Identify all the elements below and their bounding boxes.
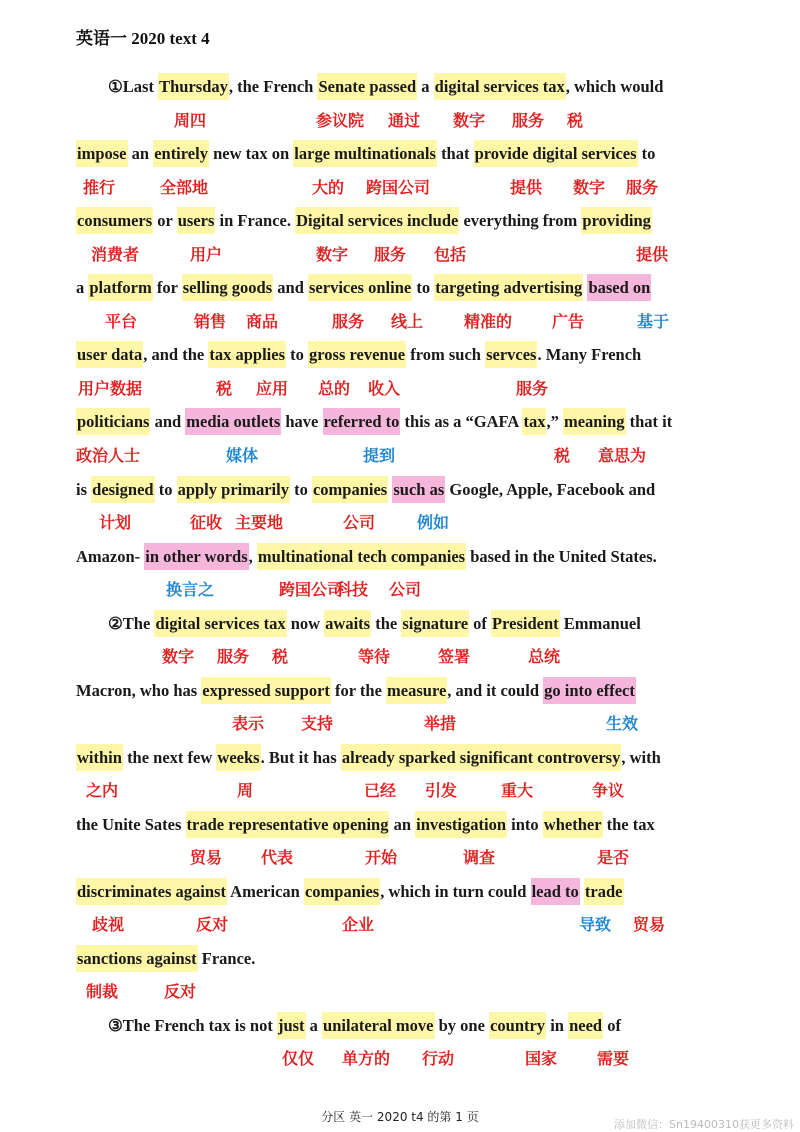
gloss-word: 全部地 bbox=[160, 178, 209, 197]
gloss-word: 表示 bbox=[232, 714, 265, 733]
gloss-word: 提到 bbox=[363, 446, 396, 465]
text-run: ,” bbox=[546, 412, 563, 431]
text-run: now bbox=[286, 614, 325, 633]
highlighted-phrase: trade representative opening bbox=[186, 811, 390, 838]
text-line bbox=[76, 277, 714, 299]
text-run: , the French bbox=[228, 77, 318, 96]
highlighted-phrase: platform bbox=[88, 274, 152, 301]
text-run: from such bbox=[406, 345, 486, 364]
text-run: new tax on bbox=[208, 144, 294, 163]
text-line bbox=[76, 546, 714, 568]
text-run: based in the United States. bbox=[466, 547, 657, 566]
gloss-word: 仅仅 bbox=[282, 1049, 315, 1068]
text-run: the Unite Sates bbox=[76, 815, 186, 834]
gloss-word: 等待 bbox=[358, 647, 391, 666]
highlighted-phrase: tax applies bbox=[208, 341, 286, 368]
text-line bbox=[76, 814, 714, 836]
gloss-word: 支持 bbox=[301, 714, 334, 733]
text-line bbox=[76, 881, 714, 903]
text-run: Google, Apple, Facebook and bbox=[445, 480, 656, 499]
gloss-word: 举措 bbox=[424, 714, 457, 733]
gloss-word: 服务 bbox=[516, 379, 549, 398]
key-phrase: based on bbox=[587, 274, 651, 301]
text-run: to bbox=[637, 144, 656, 163]
gloss-word: 媒体 bbox=[226, 446, 259, 465]
text-run: , and it could bbox=[447, 681, 544, 700]
gloss-word: 推行 bbox=[83, 178, 116, 197]
gloss-word: 参议院 bbox=[316, 111, 365, 130]
text-run: Emmanuel bbox=[559, 614, 641, 633]
gloss-word: 争议 bbox=[592, 781, 625, 800]
text-run: have bbox=[281, 412, 323, 431]
gloss-word: 数字 bbox=[316, 245, 349, 264]
highlighted-phrase: whether bbox=[543, 811, 603, 838]
gloss-word: 代表 bbox=[261, 848, 294, 867]
text-run: of bbox=[603, 1016, 621, 1035]
gloss-word: 平台 bbox=[105, 312, 138, 331]
text-run: ③The French tax is not bbox=[108, 1016, 277, 1035]
gloss-word: 销售 bbox=[194, 312, 227, 331]
text-run: that it bbox=[625, 412, 673, 431]
text-run: France. bbox=[197, 949, 256, 968]
highlighted-phrase: signature bbox=[401, 610, 469, 637]
highlighted-phrase: need bbox=[568, 1012, 603, 1039]
gloss-word: 公司 bbox=[389, 580, 422, 599]
gloss-word: 通过 bbox=[388, 111, 421, 130]
highlighted-phrase: sanctions against bbox=[76, 945, 198, 972]
highlighted-phrase: companies bbox=[304, 878, 380, 905]
gloss-word: 基于 bbox=[637, 312, 670, 331]
text-run: for bbox=[152, 278, 182, 297]
text-run: ①Last bbox=[108, 77, 159, 96]
text-run: for the bbox=[330, 681, 387, 700]
highlighted-phrase: politicians bbox=[76, 408, 150, 435]
gloss-word: 贸易 bbox=[190, 848, 223, 867]
gloss-word: 数字 bbox=[162, 647, 195, 666]
highlighted-phrase: consumers bbox=[76, 207, 153, 234]
highlighted-phrase: President bbox=[491, 610, 560, 637]
gloss-word: 国家 bbox=[525, 1049, 558, 1068]
text-run: and bbox=[273, 278, 308, 297]
highlighted-phrase: apply primarily bbox=[177, 476, 290, 503]
gloss-word: 反对 bbox=[164, 982, 197, 1001]
gloss-word: 意思为 bbox=[598, 446, 647, 465]
text-run: the bbox=[371, 614, 402, 633]
gloss-word: 科技 bbox=[336, 580, 369, 599]
text-run: American bbox=[226, 882, 304, 901]
gloss-word: 周四 bbox=[174, 111, 207, 130]
gloss-word: 反对 bbox=[196, 915, 229, 934]
text-run: Macron, who has bbox=[76, 681, 202, 700]
highlighted-phrase: investigation bbox=[415, 811, 507, 838]
gloss-word: 签署 bbox=[438, 647, 471, 666]
text-run: into bbox=[507, 815, 543, 834]
highlighted-phrase: Senate passed bbox=[317, 73, 417, 100]
highlighted-phrase: measure bbox=[386, 677, 447, 704]
highlighted-phrase: weeks bbox=[216, 744, 260, 771]
highlighted-phrase: tax bbox=[522, 408, 546, 435]
text-run: a bbox=[305, 1016, 323, 1035]
text-run: in bbox=[546, 1016, 569, 1035]
highlighted-phrase: companies bbox=[312, 476, 388, 503]
gloss-word: 服务 bbox=[374, 245, 407, 264]
gloss-word: 线上 bbox=[391, 312, 424, 331]
text-run: . But it has bbox=[260, 748, 341, 767]
highlighted-phrase: digital services tax bbox=[154, 610, 286, 637]
highlighted-phrase: servces bbox=[485, 341, 537, 368]
page-title: 英语一 2020 text 4 bbox=[76, 29, 210, 48]
gloss-word: 服务 bbox=[217, 647, 250, 666]
highlighted-phrase: expressed support bbox=[201, 677, 331, 704]
gloss-word: 企业 bbox=[342, 915, 375, 934]
gloss-word: 税 bbox=[272, 647, 289, 666]
highlighted-phrase: services online bbox=[308, 274, 412, 301]
highlighted-phrase: trade bbox=[584, 878, 624, 905]
gloss-word: 服务 bbox=[626, 178, 659, 197]
highlighted-phrase: multinational tech companies bbox=[257, 543, 466, 570]
highlighted-phrase: targeting advertising bbox=[434, 274, 583, 301]
text-run: , bbox=[248, 547, 257, 566]
highlighted-phrase: gross revenue bbox=[308, 341, 406, 368]
text-line bbox=[76, 747, 714, 769]
gloss-word: 大的 bbox=[312, 178, 345, 197]
gloss-word: 收入 bbox=[368, 379, 401, 398]
gloss-word: 数字 bbox=[453, 111, 486, 130]
text-line bbox=[76, 210, 714, 232]
gloss-word: 计划 bbox=[99, 513, 132, 532]
gloss-word: 总统 bbox=[528, 647, 561, 666]
highlighted-phrase: Thursday bbox=[158, 73, 229, 100]
key-phrase: such as bbox=[392, 476, 445, 503]
gloss-word: 税 bbox=[554, 446, 571, 465]
highlighted-phrase: user data bbox=[76, 341, 143, 368]
text-line bbox=[76, 411, 714, 433]
highlighted-phrase: country bbox=[489, 1012, 546, 1039]
text-run: to bbox=[412, 278, 435, 297]
text-run: by one bbox=[434, 1016, 490, 1035]
gloss-word: 服务 bbox=[512, 111, 545, 130]
gloss-word: 提供 bbox=[510, 178, 543, 197]
gloss-word: 周 bbox=[237, 781, 254, 800]
gloss-word: 调查 bbox=[463, 848, 496, 867]
page-footer: 分区 英一 2020 t4 的第 1 页 bbox=[321, 1110, 479, 1124]
text-run: the next few bbox=[122, 748, 217, 767]
gloss-word: 单方的 bbox=[342, 1049, 391, 1068]
text-run: the tax bbox=[602, 815, 655, 834]
text-run: , with bbox=[621, 748, 661, 767]
gloss-word: 包括 bbox=[434, 245, 467, 264]
gloss-word: 引发 bbox=[425, 781, 458, 800]
gloss-word: 税 bbox=[567, 111, 584, 130]
text-run: Amazon- bbox=[76, 547, 145, 566]
text-run: an bbox=[127, 144, 154, 163]
gloss-word: 数字 bbox=[573, 178, 606, 197]
text-run: ②The bbox=[108, 614, 155, 633]
text-run: . Many French bbox=[537, 345, 642, 364]
gloss-word: 精准的 bbox=[464, 312, 513, 331]
text-run: that bbox=[436, 144, 474, 163]
text-line bbox=[76, 143, 714, 165]
gloss-word: 政治人士 bbox=[76, 446, 141, 465]
gloss-word: 征收 bbox=[190, 513, 223, 532]
text-run: a bbox=[76, 278, 89, 297]
text-run: to bbox=[289, 480, 312, 499]
text-line bbox=[76, 479, 714, 501]
gloss-word: 用户 bbox=[190, 245, 223, 264]
highlighted-phrase: digital services tax bbox=[434, 73, 566, 100]
highlighted-phrase: just bbox=[277, 1012, 306, 1039]
gloss-word: 跨国公司 bbox=[279, 580, 344, 599]
text-run: is bbox=[76, 480, 92, 499]
text-run: everything from bbox=[459, 211, 582, 230]
highlighted-phrase: designed bbox=[91, 476, 154, 503]
gloss-word: 开始 bbox=[365, 848, 398, 867]
highlighted-phrase: awaits bbox=[324, 610, 371, 637]
gloss-word: 是否 bbox=[597, 848, 630, 867]
highlighted-phrase: already sparked significant controversy bbox=[341, 744, 622, 771]
highlighted-phrase: users bbox=[177, 207, 216, 234]
gloss-word: 服务 bbox=[332, 312, 365, 331]
text-line bbox=[76, 344, 714, 366]
text-line bbox=[108, 76, 714, 98]
highlighted-phrase: meaning bbox=[563, 408, 626, 435]
gloss-word: 贸易 bbox=[633, 915, 666, 934]
gloss-word: 生效 bbox=[606, 714, 639, 733]
text-run: , which would bbox=[565, 77, 664, 96]
text-run: this as a “GAFA bbox=[400, 412, 523, 431]
gloss-word: 提供 bbox=[636, 245, 669, 264]
gloss-word: 换言之 bbox=[166, 580, 215, 599]
highlighted-phrase: entirely bbox=[153, 140, 209, 167]
highlighted-phrase: discriminates against bbox=[76, 878, 227, 905]
text-run: in France. bbox=[215, 211, 296, 230]
text-run: of bbox=[469, 614, 492, 633]
gloss-word: 商品 bbox=[246, 312, 279, 331]
gloss-word: 总的 bbox=[318, 379, 351, 398]
key-phrase: in other words bbox=[144, 543, 248, 570]
gloss-word: 导致 bbox=[579, 915, 612, 934]
text-run: to bbox=[286, 345, 308, 364]
highlighted-phrase: providing bbox=[581, 207, 651, 234]
text-run: , which in turn could bbox=[380, 882, 531, 901]
gloss-word: 之内 bbox=[86, 781, 119, 800]
text-run: and bbox=[150, 412, 186, 431]
text-run: an bbox=[389, 815, 416, 834]
gloss-word: 重大 bbox=[501, 781, 534, 800]
gloss-word: 跨国公司 bbox=[366, 178, 431, 197]
text-line bbox=[108, 613, 714, 635]
key-phrase: lead to bbox=[531, 878, 580, 905]
text-run: a bbox=[417, 77, 434, 96]
gloss-word: 主要地 bbox=[235, 513, 284, 532]
gloss-word: 税 bbox=[216, 379, 233, 398]
text-line bbox=[76, 680, 714, 702]
text-run: or bbox=[153, 211, 177, 230]
gloss-word: 行动 bbox=[422, 1049, 455, 1068]
gloss-word: 用户数据 bbox=[78, 379, 143, 398]
highlighted-phrase: Digital services include bbox=[295, 207, 459, 234]
gloss-word: 应用 bbox=[256, 379, 289, 398]
gloss-word: 广告 bbox=[552, 312, 585, 331]
key-phrase: referred to bbox=[323, 408, 401, 435]
gloss-word: 歧视 bbox=[92, 915, 125, 934]
highlighted-phrase: large multinationals bbox=[293, 140, 437, 167]
highlighted-phrase: selling goods bbox=[182, 274, 273, 301]
text-line bbox=[76, 948, 714, 970]
key-phrase: media outlets bbox=[185, 408, 281, 435]
gloss-word: 制裁 bbox=[86, 982, 119, 1001]
gloss-word: 消费者 bbox=[91, 245, 140, 264]
gloss-word: 已经 bbox=[364, 781, 397, 800]
watermark-text: 添加微信：Sn19400310获更多资料 bbox=[614, 1118, 794, 1131]
key-phrase: go into effect bbox=[543, 677, 636, 704]
gloss-word: 公司 bbox=[343, 513, 376, 532]
gloss-word: 例如 bbox=[417, 513, 450, 532]
highlighted-phrase: provide digital services bbox=[474, 140, 638, 167]
highlighted-phrase: impose bbox=[76, 140, 128, 167]
text-line bbox=[108, 1015, 714, 1037]
highlighted-phrase: unilateral move bbox=[322, 1012, 434, 1039]
highlighted-phrase: within bbox=[76, 744, 123, 771]
text-run: to bbox=[154, 480, 177, 499]
text-run: , and the bbox=[143, 345, 209, 364]
gloss-word: 需要 bbox=[597, 1049, 630, 1068]
